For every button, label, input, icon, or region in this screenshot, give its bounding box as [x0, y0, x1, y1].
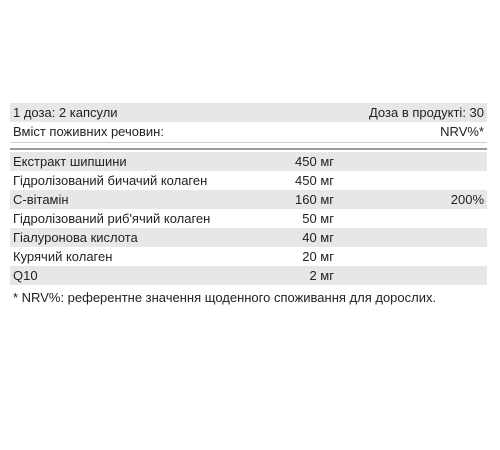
ingredient-amount: 50 мг	[302, 211, 334, 226]
ingredient-nrv: 200%	[450, 192, 484, 207]
ingredient-name: Гідролізований риб'ячий колаген	[13, 211, 211, 226]
serving-size: 1 доза: 2 капсули	[13, 105, 118, 120]
table-row	[10, 152, 487, 171]
serving-info-row	[10, 103, 487, 122]
ingredient-amount: 160 мг	[295, 192, 334, 207]
ingredient-amount: 450 мг	[295, 173, 334, 188]
nutrition-facts-panel	[10, 103, 487, 308]
table-row	[10, 228, 487, 247]
ingredient-name: Екстракт шипшини	[13, 154, 127, 169]
table-divider	[10, 148, 487, 150]
ingredient-amount: 450 мг	[295, 154, 334, 169]
nrv-header: NRV%*	[440, 124, 484, 139]
table-row	[10, 266, 487, 285]
ingredient-amount: 2 мг	[309, 268, 334, 283]
ingredient-name: Курячий колаген	[13, 249, 113, 264]
ingredient-name: Гіалуронова кислота	[13, 230, 138, 245]
ingredient-amount: 20 мг	[302, 249, 334, 264]
nutrients-label: Вміст поживних речовин:	[13, 124, 164, 139]
table-row	[10, 190, 487, 209]
table-row	[10, 209, 487, 228]
servings-per-product: Доза в продукті: 30	[368, 105, 484, 120]
table-row	[10, 171, 487, 190]
nutrients-header-row	[10, 122, 487, 141]
ingredient-name: Q10	[13, 268, 38, 283]
ingredient-name: Гідролізований бичачий колаген	[13, 173, 208, 188]
table-row	[10, 247, 487, 266]
nrv-footnote: * NRV%: референтне значення щоденного споживання для дорослих.	[13, 290, 437, 305]
ingredient-amount: 40 мг	[302, 230, 334, 245]
ingredient-name: С-вітамін	[13, 192, 69, 207]
